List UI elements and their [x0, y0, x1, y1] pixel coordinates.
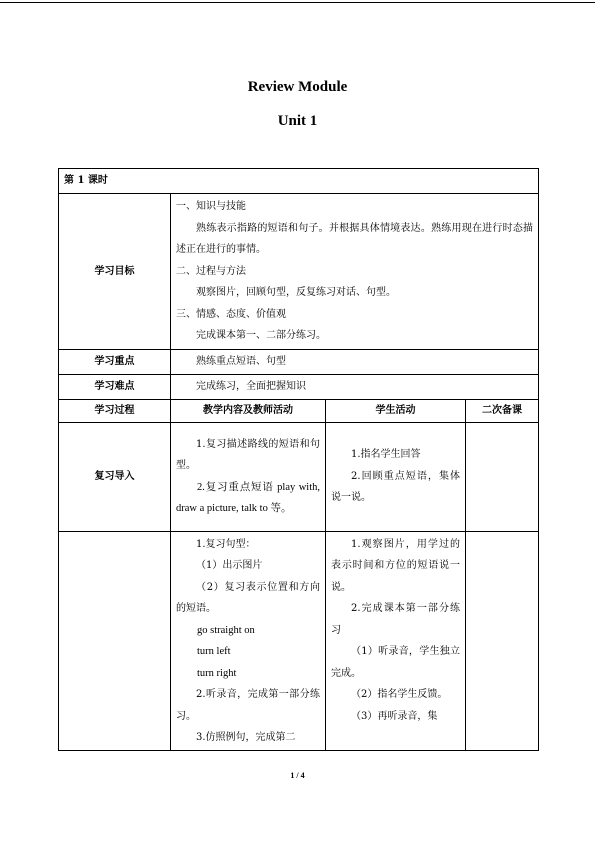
teacher-activity-cell	[171, 531, 326, 750]
document-title: Review Module	[247, 79, 348, 95]
teacher-line: 1.复习描述路线的短语和句型。	[176, 438, 320, 471]
objective-line: 熟练表示指路的短语和句子。并根据具体情境表达。熟练用现在进行时态描述正在进行的事情。	[176, 222, 534, 255]
teacher-line: 2.复习重点短语 play with, draw a picture, talk to 等。	[176, 481, 320, 514]
key-points-label: 学习重点	[59, 349, 171, 374]
notes-cell	[466, 422, 539, 531]
teacher-line: （2）复习表示位置和方向的短语。	[176, 581, 320, 614]
student-line: 2.回顾重点短语，集体说一说。	[331, 470, 460, 504]
student-line: 2.完成课本第一部分练习	[331, 603, 460, 636]
objective-line: 三、情感、态度、价值观	[176, 308, 286, 320]
notes-cell	[466, 531, 539, 750]
period-row	[59, 169, 539, 194]
teacher-activity-cell	[171, 422, 326, 531]
student-line: （2）指名学生反馈。	[351, 689, 448, 700]
objective-line: 二、过程与方法	[176, 265, 246, 277]
student-line: （3）再听录音，集	[351, 710, 438, 722]
teacher-line: 2.听录音，完成第一部分练习。	[176, 689, 320, 722]
student-activity-cell	[326, 531, 466, 750]
stage-label: 复习导入	[59, 422, 171, 531]
column-header: 学生活动	[326, 399, 466, 422]
teacher-line: turn left	[197, 646, 231, 657]
objective-line: 完成课本第一、二部分练习。	[196, 330, 326, 341]
column-header: 二次备课	[466, 399, 539, 422]
difficulties-row	[59, 374, 539, 399]
lesson-plan-table	[58, 168, 539, 751]
objective-line: 观察图片，回顾句型，反复练习对话、句型。	[196, 287, 396, 298]
student-line: 1.观察图片，用学过的表示时间和方位的短语说一说。	[331, 538, 460, 593]
teacher-line: go straight on	[197, 624, 255, 636]
key-points-value: 熟练重点短语、句型	[171, 349, 539, 374]
objective-line: 一、知识与技能	[176, 201, 246, 212]
student-activity-cell	[326, 422, 466, 531]
column-header: 教学内容及教师活动	[171, 399, 326, 422]
teacher-line: turn right	[197, 667, 237, 679]
objectives-label: 学习目标	[59, 194, 171, 350]
column-header: 学习过程	[59, 399, 171, 422]
table-header-row	[59, 399, 539, 422]
difficulties-value: 完成练习，全面把握知识	[171, 374, 539, 399]
student-line: 1.指名学生回答	[351, 449, 421, 461]
page-number: 1 / 4	[290, 771, 305, 780]
teacher-line: 1.复习句型：	[196, 538, 256, 550]
objectives-content	[171, 194, 539, 350]
difficulties-label: 学习难点	[59, 374, 171, 399]
document-subtitle: Unit 1	[277, 113, 318, 129]
student-line: （1）听录音，学生独立完成。	[331, 646, 460, 679]
teacher-line: （1）出示图片	[196, 560, 263, 571]
top-rule	[0, 2, 595, 3]
teacher-line: 3.仿照例句，完成第二	[196, 732, 296, 743]
stage-label	[59, 531, 171, 750]
table-row	[59, 422, 539, 531]
key-points-row	[59, 349, 539, 374]
period-label: 第 1 课时	[59, 169, 539, 194]
objectives-row	[59, 194, 539, 350]
table-row	[59, 531, 539, 750]
